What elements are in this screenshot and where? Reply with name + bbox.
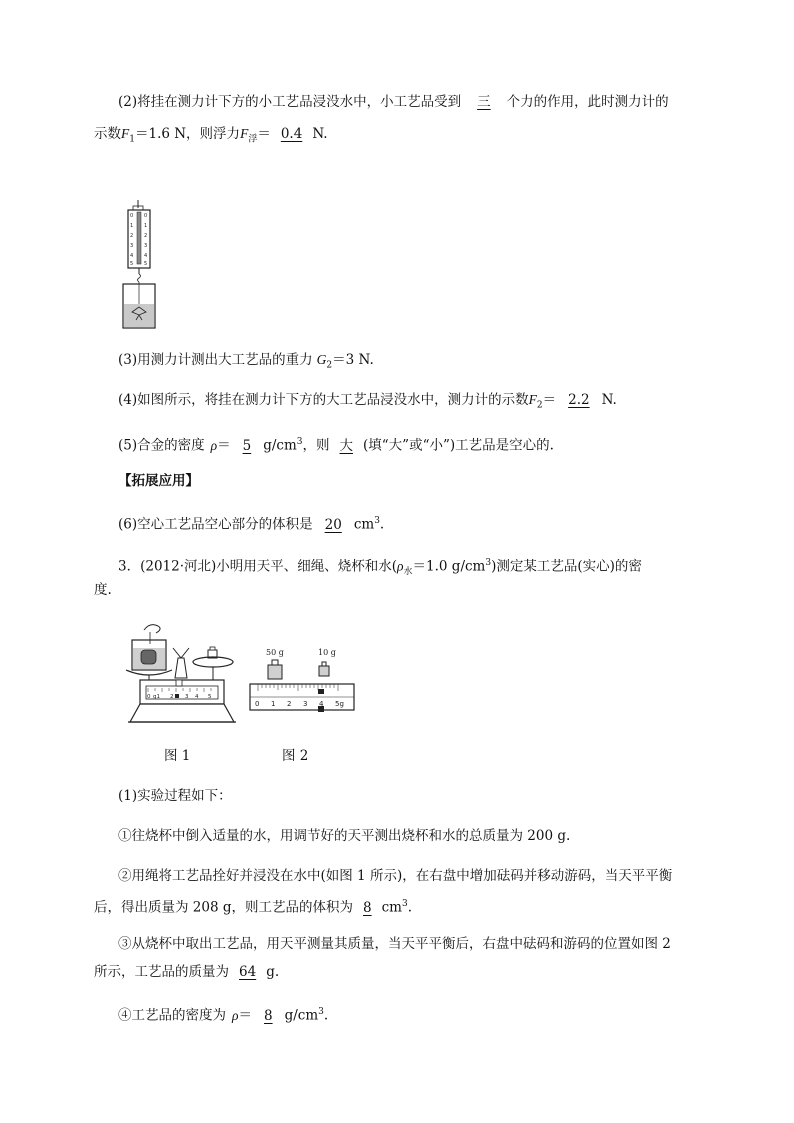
text: ＝	[257, 126, 271, 142]
text: ＝1.6 N，则浮力	[134, 126, 241, 142]
text: .	[379, 516, 385, 533]
section-heading: 【拓展应用】	[118, 473, 199, 489]
answer-blank: 20	[324, 516, 342, 533]
step-1-heading: (1)实验过程如下：	[118, 788, 232, 804]
text: cm	[353, 516, 375, 533]
svg-text:5: 5	[144, 261, 148, 267]
variable: ρ	[397, 558, 404, 574]
weight-label-10g: 10 g	[318, 648, 336, 657]
question-6-line	[118, 511, 384, 535]
svg-text:0: 0	[144, 213, 148, 219]
question-2-line-2	[94, 124, 328, 150]
text: (6)空心工艺品空心部分的体积是	[118, 516, 313, 533]
step-c-line-2	[94, 962, 279, 982]
subscript: 水	[403, 567, 413, 578]
text: .	[323, 1007, 329, 1024]
svg-text:1: 1	[130, 223, 134, 229]
step-b-line-2	[94, 894, 412, 918]
ruler-tick: 1	[271, 700, 276, 708]
superscript: 3	[401, 899, 408, 909]
balance-figure	[120, 618, 240, 726]
text: g.	[266, 964, 280, 980]
variable: F	[528, 392, 537, 407]
ruler-tick: 3	[303, 700, 308, 708]
text: ＝3 N.	[332, 352, 374, 368]
ruler-tick: 5g	[335, 700, 344, 708]
text: N.	[312, 126, 328, 142]
ruler-tick: 4	[319, 700, 324, 708]
balance-tick: 5	[208, 694, 212, 700]
svg-text:0: 0	[130, 213, 134, 219]
superscript: 3	[485, 558, 492, 568]
subscript: 浮	[248, 134, 258, 145]
problem-3-line-1	[118, 553, 642, 582]
variable: F	[121, 126, 130, 141]
svg-text:5: 5	[130, 261, 134, 267]
text: 后，得出质量为 208 g，则工艺品的体积为	[94, 899, 353, 916]
weight-label-50g: 50 g	[266, 648, 284, 657]
variable: G	[316, 352, 327, 367]
question-4-line	[118, 390, 617, 416]
text: 个力的作用，此时测力计的	[506, 94, 669, 110]
text: 所示，工艺品的质量为	[94, 964, 229, 980]
text: (3)用测力计测出大工艺品的重力	[118, 352, 313, 368]
step-b-line-1: ②用绳将工艺品拴好并浸没在水中(如图 1 所示)，在右盘中增加砝码并移动游码，当天平平衡	[118, 868, 673, 884]
answer-blank: 大	[339, 437, 353, 454]
text: (2)将挂在测力计下方的小工艺品浸没水中，小工艺品受到	[118, 94, 462, 110]
text: N.	[601, 392, 617, 408]
variable: F	[240, 126, 249, 141]
variable: ρ	[210, 437, 218, 453]
subscript: 2	[536, 400, 543, 411]
superscript: 3	[296, 437, 303, 447]
text: .	[407, 899, 412, 916]
text: ＝	[238, 1007, 252, 1024]
text: ＝	[542, 392, 557, 408]
text: ＝1.0 g/cm	[412, 558, 486, 575]
text: g/cm	[263, 437, 297, 454]
answer-blank: 0.4	[280, 126, 303, 142]
question-3-line	[118, 350, 374, 376]
answer-blank: 64	[239, 964, 257, 980]
svg-text:4: 4	[130, 253, 134, 259]
problem-3-line-2: 度.	[94, 582, 112, 598]
text: 示数	[94, 126, 121, 142]
subscript: 2	[326, 360, 333, 371]
text: g/cm	[284, 1007, 319, 1024]
question-2-line-1	[118, 92, 669, 112]
balance-tick: 3	[185, 694, 189, 700]
subscript: 1	[129, 134, 135, 145]
svg-text:3: 3	[130, 243, 134, 249]
answer-blank: 三	[477, 94, 491, 110]
text: cm	[381, 899, 402, 916]
text: ，则	[302, 437, 330, 454]
svg-text:4: 4	[144, 253, 148, 259]
superscript: 3	[374, 516, 380, 526]
text: 3．(2012·河北)小明用天平、细绳、烧杯和水(	[118, 558, 398, 575]
step-a: ①往烧杯中倒入适量的水，用调节好的天平测出烧杯和水的总质量为 200 g.	[118, 828, 571, 844]
step-d	[118, 1002, 328, 1026]
svg-text:3: 3	[144, 243, 148, 249]
superscript: 3	[318, 1007, 324, 1017]
weights-ruler-figure	[246, 644, 358, 716]
svg-text:1: 1	[144, 223, 148, 229]
balance-tick: 4	[195, 694, 199, 700]
balance-tick: 0	[147, 694, 151, 700]
spring-scale-figure	[118, 200, 168, 334]
balance-tick: 2	[170, 694, 174, 700]
text: (填“大”或“小”)工艺品是空心的.	[363, 437, 554, 454]
balance-tick: g1	[153, 694, 160, 700]
answer-blank: 8	[363, 899, 372, 916]
answer-blank: 5	[242, 437, 252, 454]
svg-text:2: 2	[144, 233, 148, 239]
figure-2-caption: 图 2	[282, 748, 309, 764]
text: ④工艺品的密度为	[118, 1007, 226, 1024]
answer-blank: 8	[263, 1007, 273, 1024]
answer-blank: 2.2	[568, 392, 590, 408]
variable: ρ	[232, 1007, 239, 1023]
ruler-tick: 0	[255, 700, 260, 708]
ruler-tick: 2	[287, 700, 292, 708]
text: )测定某工艺品(实心)的密	[491, 558, 642, 575]
question-5-line	[118, 432, 554, 456]
svg-text:2: 2	[130, 233, 134, 239]
step-c-line-1: ③从烧杯中取出工艺品，用天平测量其质量，当天平平衡后，右盘中砝码和游码的位置如图 2	[118, 936, 671, 952]
text: (4)如图所示，将挂在测力计下方的大工艺品浸没水中，测力计的示数	[118, 392, 529, 408]
text: (5)合金的密度	[118, 437, 205, 454]
text: ＝	[217, 437, 231, 454]
figure-1-caption: 图 1	[164, 748, 191, 764]
